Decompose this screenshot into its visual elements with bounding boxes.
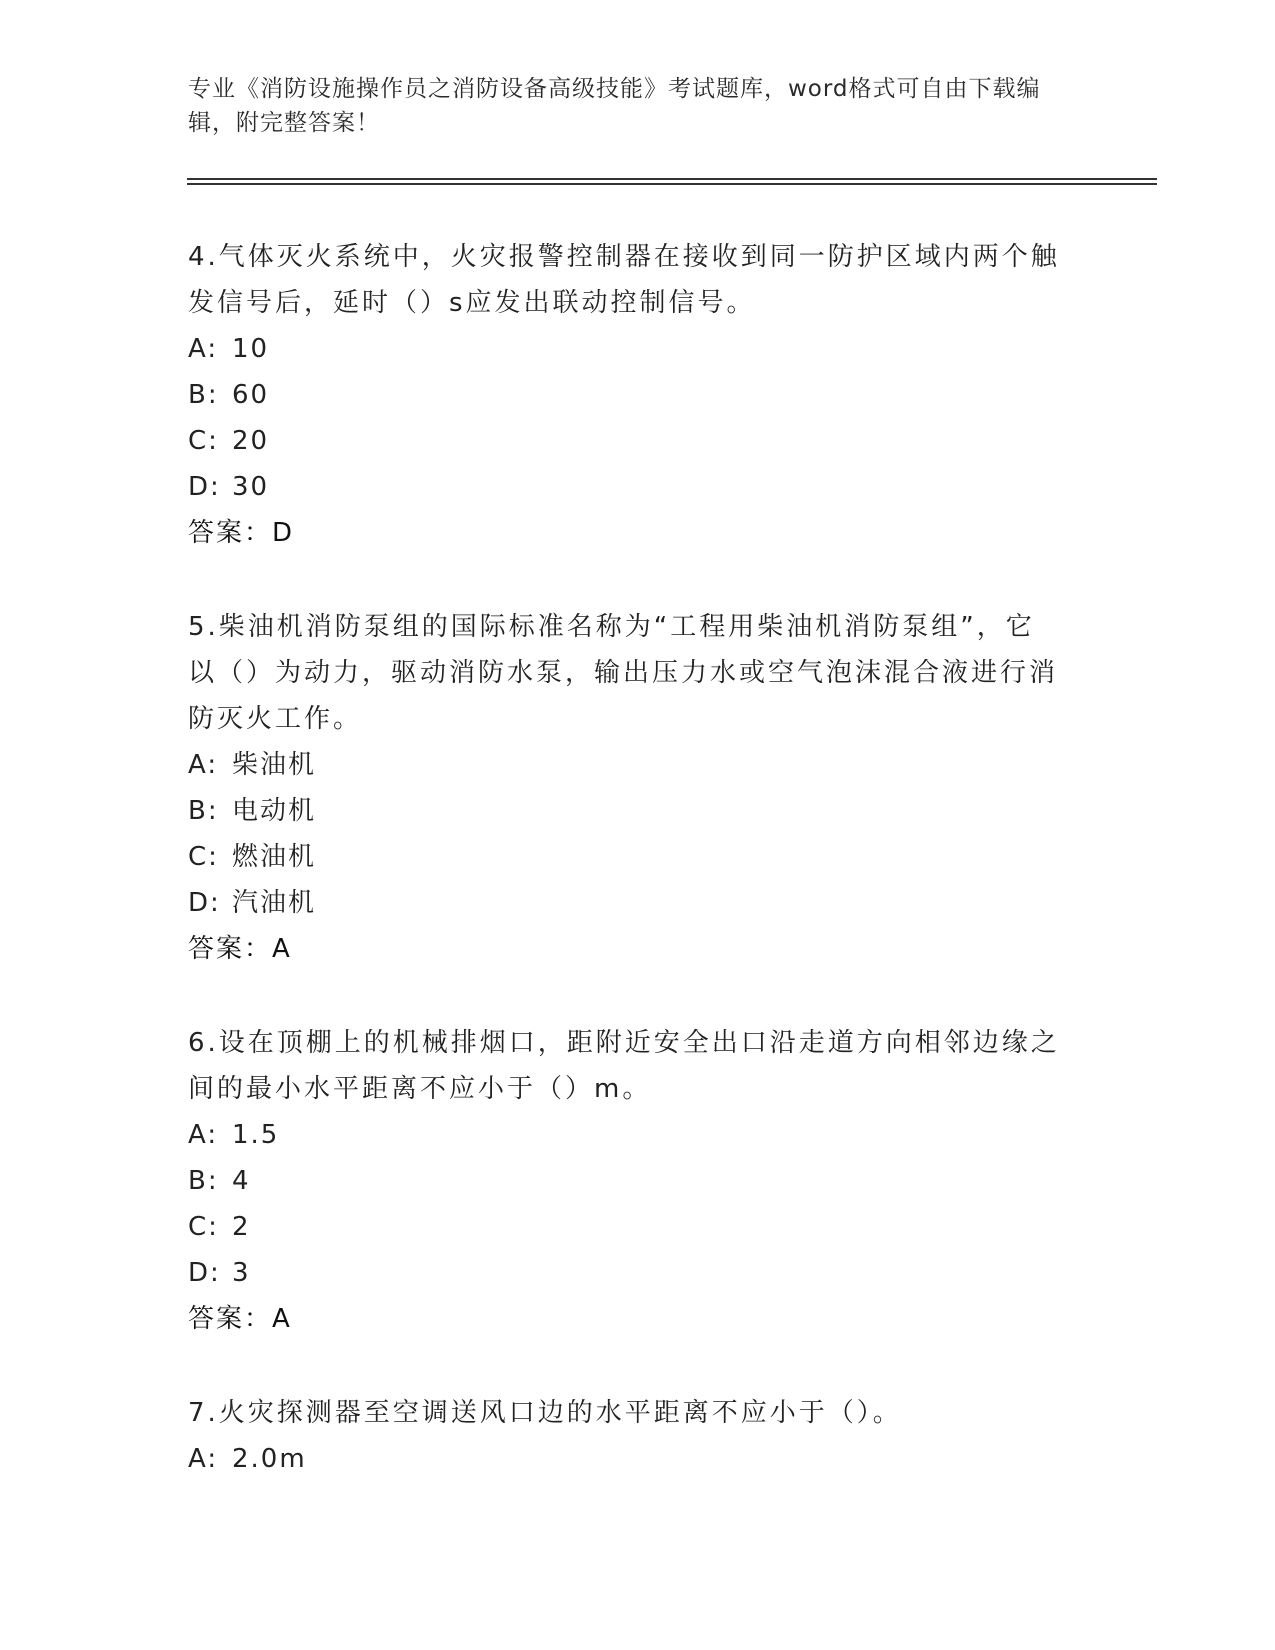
option-key: D: (188, 1258, 221, 1288)
header-divider-bottom (187, 183, 1157, 185)
question-stem-line: 7.火灾探测器至空调送风口边的水平距离不应小于（）。 (188, 1398, 902, 1428)
option-c (188, 418, 1068, 464)
option-d (188, 880, 1068, 926)
option-text: 燃油机 (232, 842, 317, 872)
option-b (188, 788, 1068, 834)
question-stem-line: 防灭火工作。 (188, 704, 363, 734)
question-7 (188, 1390, 1068, 1482)
option-a (188, 1436, 1068, 1482)
option-text: 20 (232, 426, 270, 456)
answer-line: 答案：A (188, 1304, 292, 1334)
option-c (188, 1204, 1068, 1250)
question-5 (188, 604, 1068, 972)
option-key: C: (188, 426, 219, 456)
option-text: 2 (232, 1212, 251, 1242)
option-d (188, 464, 1068, 510)
question-6 (188, 1020, 1068, 1342)
header-divider-top (187, 178, 1157, 180)
option-key: C: (188, 1212, 219, 1242)
option-text: 10 (232, 334, 270, 364)
document-header (188, 72, 1088, 140)
option-text: 2.0m (232, 1444, 307, 1474)
option-text: 4 (232, 1166, 251, 1196)
question-stem-line: 间的最小水平距离不应小于（）m。 (188, 1074, 652, 1104)
option-key: D: (188, 888, 221, 918)
option-key: D: (188, 472, 221, 502)
option-key: A: (188, 750, 219, 780)
option-b (188, 372, 1068, 418)
question-stem (188, 234, 1068, 326)
question-stem (188, 604, 1068, 742)
option-key: B: (188, 796, 219, 826)
option-text: 30 (232, 472, 270, 502)
header-line-1: 专业《消防设施操作员之消防设备高级技能》考试题库，word格式可自由下载编 (188, 76, 1041, 102)
option-key: C: (188, 842, 219, 872)
question-stem-line: 以（）为动力，驱动消防水泵，输出压力水或空气泡沫混合液进行消 (188, 658, 1059, 688)
option-key: A: (188, 334, 219, 364)
question-stem (188, 1020, 1068, 1112)
question-stem-line: 6.设在顶棚上的机械排烟口，距附近安全出口沿走道方向相邻边缘之 (188, 1028, 1060, 1058)
option-key: B: (188, 1166, 219, 1196)
question-stem-line: 发信号后，延时（）s应发出联动控制信号。 (188, 288, 756, 318)
question-stem-line: 5.柴油机消防泵组的国际标准名称为“工程用柴油机消防泵组”，它 (188, 612, 1035, 642)
option-b (188, 1158, 1068, 1204)
answer-line: 答案：A (188, 934, 292, 964)
question-stem-line: 4.气体灭火系统中，火灾报警控制器在接收到同一防护区域内两个触 (188, 242, 1060, 272)
option-a (188, 742, 1068, 788)
option-text: 汽油机 (232, 888, 317, 918)
answer-line: 答案：D (188, 518, 295, 548)
header-line-2: 辑，附完整答案！ (188, 110, 380, 136)
option-a (188, 1112, 1068, 1158)
option-a (188, 326, 1068, 372)
option-text: 3 (232, 1258, 251, 1288)
option-text: 1.5 (232, 1120, 280, 1150)
option-text: 电动机 (232, 796, 317, 826)
option-key: A: (188, 1444, 219, 1474)
option-c (188, 834, 1068, 880)
option-key: B: (188, 380, 219, 410)
option-d (188, 1250, 1068, 1296)
option-text: 柴油机 (232, 750, 317, 780)
option-key: A: (188, 1120, 219, 1150)
option-text: 60 (232, 380, 270, 410)
question-4 (188, 234, 1068, 556)
question-list (188, 234, 1068, 1530)
question-stem (188, 1390, 1068, 1436)
